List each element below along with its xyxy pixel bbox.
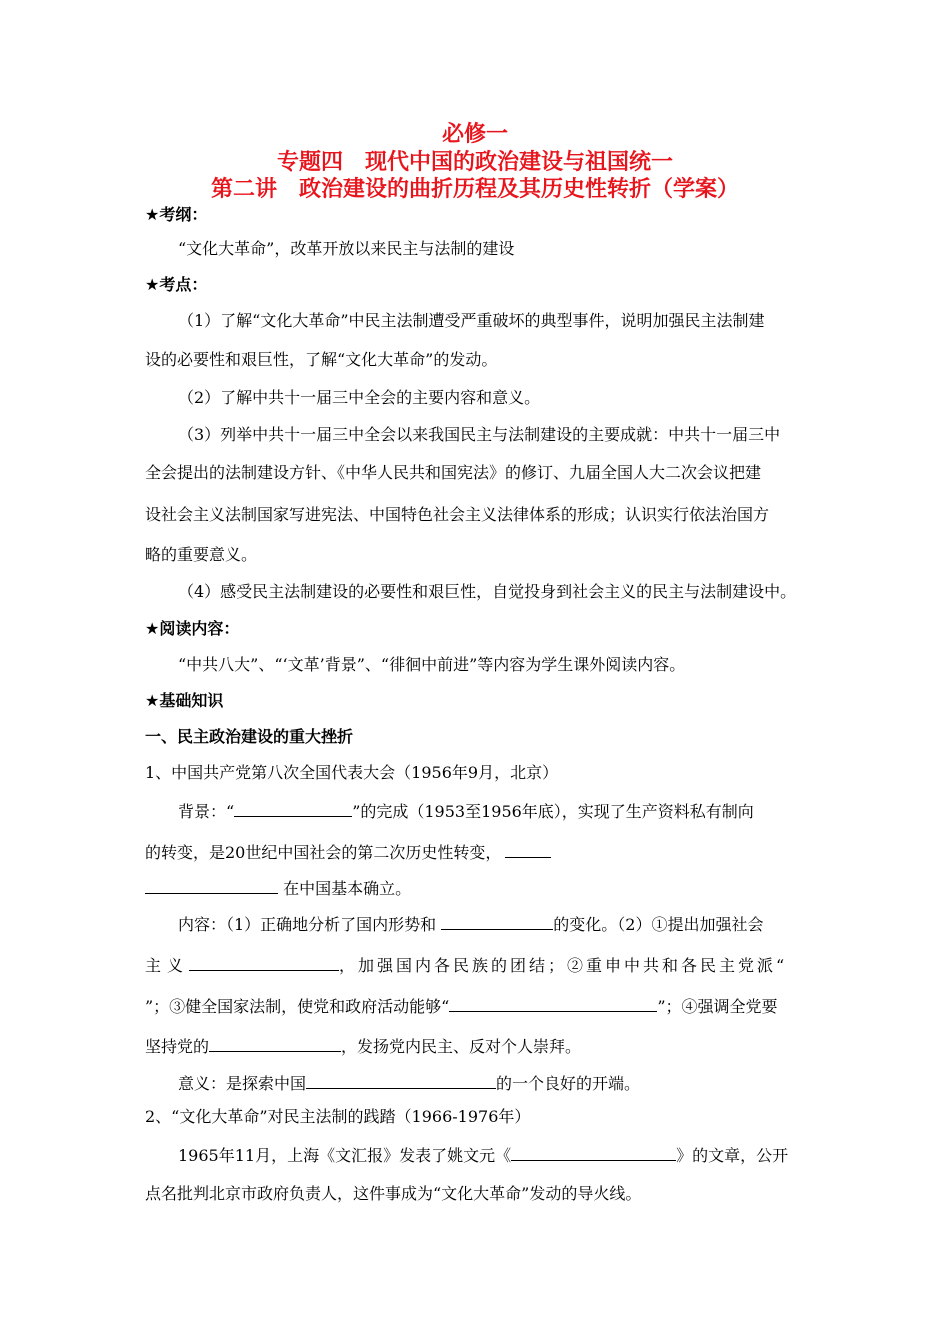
fill-blank[interactable]: [234, 799, 352, 817]
significance-line: [178, 1071, 848, 1094]
title-topic: 专题四 现代中国的政治建设与祖国统一: [276, 150, 673, 175]
fill-blank[interactable]: [189, 953, 339, 971]
content-text: 主义: [145, 956, 190, 975]
background-text: ”的完成（1953至1956年底），实现了生产资料私有制向: [352, 802, 754, 821]
background-line3: [145, 876, 815, 899]
content-label: 内容：（1）正确地分析了国内形势和: [178, 915, 442, 934]
content-text: 的变化。（2）①提出加强社会: [553, 915, 764, 934]
background-text-3: 在中国基本确立。: [278, 879, 412, 898]
heading-jichu: ★基础知识: [145, 691, 224, 710]
significance-text: 的一个良好的开端。: [496, 1074, 641, 1093]
item-2-title: 2、“文化大革命”对民主法制的践踏（1966-1976年）: [145, 1107, 531, 1126]
kaodian-p3-line1: （3）列举中共十一届三中全会以来我国民主与法制建设的主要成就：中共十一届三中: [178, 425, 781, 444]
background-line2: [145, 840, 815, 863]
kaodian-p3-line4: 略的重要意义。: [145, 545, 258, 564]
content-line3: [145, 994, 815, 1017]
background-text-2: 的转变，是20世纪中国社会的第二次历史性转变，: [145, 843, 502, 862]
fill-blank[interactable]: [145, 876, 278, 894]
item-2-text: 》的文章，公开: [676, 1146, 789, 1165]
yuedu-text: “中共八大”、“‘文革’背景”、“徘徊中前进”等内容为学生课外阅读内容。: [178, 655, 686, 674]
fill-blank[interactable]: [449, 994, 657, 1012]
heading-kaogang: ★考纲：: [145, 205, 208, 224]
heading-yuedu: ★阅读内容：: [145, 619, 240, 638]
background-line1: [178, 799, 848, 822]
content-line4: [145, 1034, 815, 1057]
fill-blank[interactable]: [511, 1143, 676, 1161]
kaodian-p3-line3: 设社会主义法制国家写进宪法、中国特色社会主义法律体系的形成；认识实行依法治国方: [145, 505, 770, 524]
content-text: ，发扬党内民主、反对个人崇拜。: [341, 1037, 582, 1056]
content-line1: [178, 912, 848, 935]
fill-blank[interactable]: [441, 912, 553, 930]
content-line2: [145, 953, 815, 976]
fill-blank[interactable]: [306, 1071, 496, 1089]
fill-blank[interactable]: [505, 840, 551, 858]
item-1-title: 1、中国共产党第八次全国代表大会（1956年9月，北京）: [145, 763, 559, 782]
title-textbook: 必修一: [441, 122, 508, 147]
heading-kaodian: ★考点：: [145, 275, 208, 294]
content-text: ，加强国内各民族的团结；②重申中共和各民主党派“: [339, 956, 788, 975]
item-2-line1: [178, 1143, 848, 1166]
kaogang-text: “文化大革命”，改革开放以来民主与法制的建设: [178, 239, 515, 258]
kaodian-p1-line1: （1）了解“文化大革命”中民主法制遭受严重破坏的典型事件，说明加强民主法制建: [178, 311, 765, 330]
item-2-line2: 点名批判北京市政府负责人，这件事成为“文化大革命”发动的导火线。: [145, 1184, 642, 1203]
content-text: ”；③健全国家法制，使党和政府活动能够“: [145, 997, 450, 1016]
significance-label: 意义：是探索中国: [178, 1074, 307, 1093]
content-text: ”；④强调全党要: [657, 997, 778, 1016]
section-heading-1: 一、民主政治建设的重大挫折: [145, 727, 354, 746]
kaodian-p2: （2）了解中共十一届三中全会的主要内容和意义。: [178, 388, 541, 407]
fill-blank[interactable]: [209, 1034, 341, 1052]
background-label: 背景：“: [178, 802, 235, 821]
title-lecture: 第二讲 政治建设的曲折历程及其历史性转折（学案）: [210, 177, 739, 202]
content-text: 坚持党的: [145, 1037, 210, 1056]
kaodian-p4: （4）感受民主法制建设的必要性和艰巨性，自觉投身到社会主义的民主与法制建设中。: [178, 582, 797, 601]
kaodian-p3-line2: 全会提出的法制建设方针、《中华人民共和国宪法》的修订、九届全国人大二次会议把建: [145, 463, 762, 482]
item-2-text: 1965年11月，上海《文汇报》发表了姚文元《: [178, 1146, 512, 1165]
kaodian-p1-line2: 设的必要性和艰巨性，了解“文化大革命”的发动。: [145, 350, 498, 369]
